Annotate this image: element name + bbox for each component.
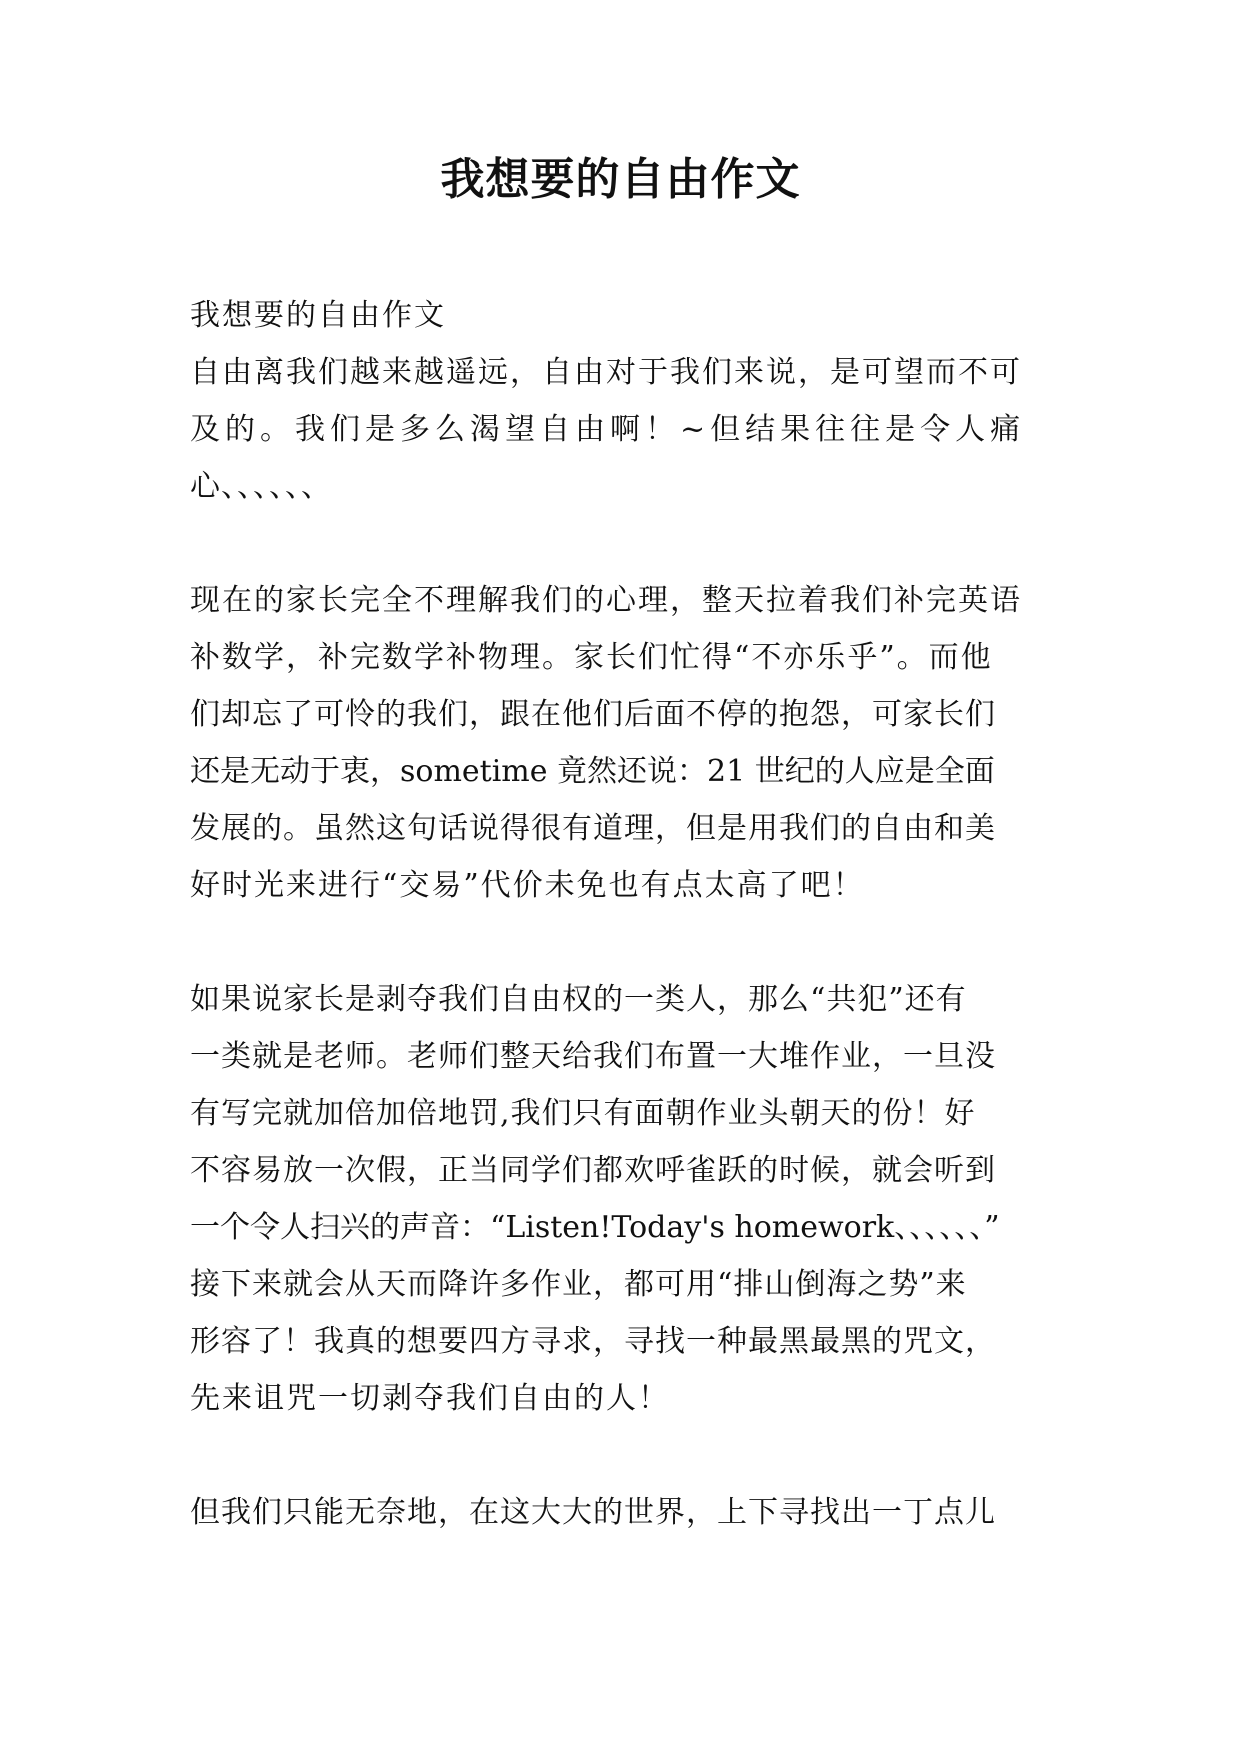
text-line: 现在的家长完全不理解我们的心理，整天拉着我们补完英语 [190, 583, 1022, 618]
paragraph-gap [190, 1427, 1070, 1484]
text-line: 发展的。虽然这句话说得很有道理，但是用我们的自由和美 [190, 811, 996, 846]
text-line: 好时光来进行“交易”代价未免也有点太高了吧！ [190, 868, 865, 903]
paragraph-gap [190, 914, 1070, 971]
text-line: 一个令人扫兴的声音：“Listen!Today's homework、、、、、、” [190, 1210, 1000, 1245]
text-line: 如果说家长是剥夺我们自由权的一类人，那么“共犯”还有 [190, 982, 967, 1017]
text-line: 接下来就会从天而降许多作业，都可用“排山倒海之势”来 [190, 1267, 967, 1302]
text-line: 补数学，补完数学补物理。家长们忙得“不亦乐乎”。而他 [190, 640, 993, 675]
text-line: 但我们只能无奈地，在这大大的世界，上下寻找出一丁点儿 [190, 1495, 996, 1530]
text-line: 有写完就加倍加倍地罚,我们只有面朝作业头朝天的份！好 [190, 1096, 976, 1131]
text-line: 不容易放一次假，正当同学们都欢呼雀跃的时候，就会听到 [190, 1153, 996, 1188]
text-line: 还是无动于衷，sometime 竟然还说：21 世纪的人应是全面 [190, 754, 995, 789]
text-line: 心、、、、、、 [190, 469, 332, 504]
text-line: 们却忘了可怜的我们，跟在他们后面不停的抱怨，可家长们 [190, 697, 996, 732]
text-line: 自由离我们越来越遥远，自由对于我们来说，是可望而不可 [190, 355, 1022, 390]
text-line: 先来诅咒一切剥夺我们自由的人！ [190, 1381, 670, 1416]
text-line: 我想要的自由作文 [190, 298, 446, 333]
paragraph-gap [190, 515, 1070, 572]
text-line: 形容了！我真的想要四方寻求，寻找一种最黑最黑的咒文， [190, 1324, 996, 1359]
text-line: 及的。我们是多么渴望自由啊！~但结果往往是令人痛 [190, 412, 1026, 447]
document-title: 我想要的自由作文 [440, 154, 801, 205]
document-body [190, 287, 1070, 1541]
text-line: 一类就是老师。老师们整天给我们布置一大堆作业，一旦没 [190, 1039, 996, 1074]
